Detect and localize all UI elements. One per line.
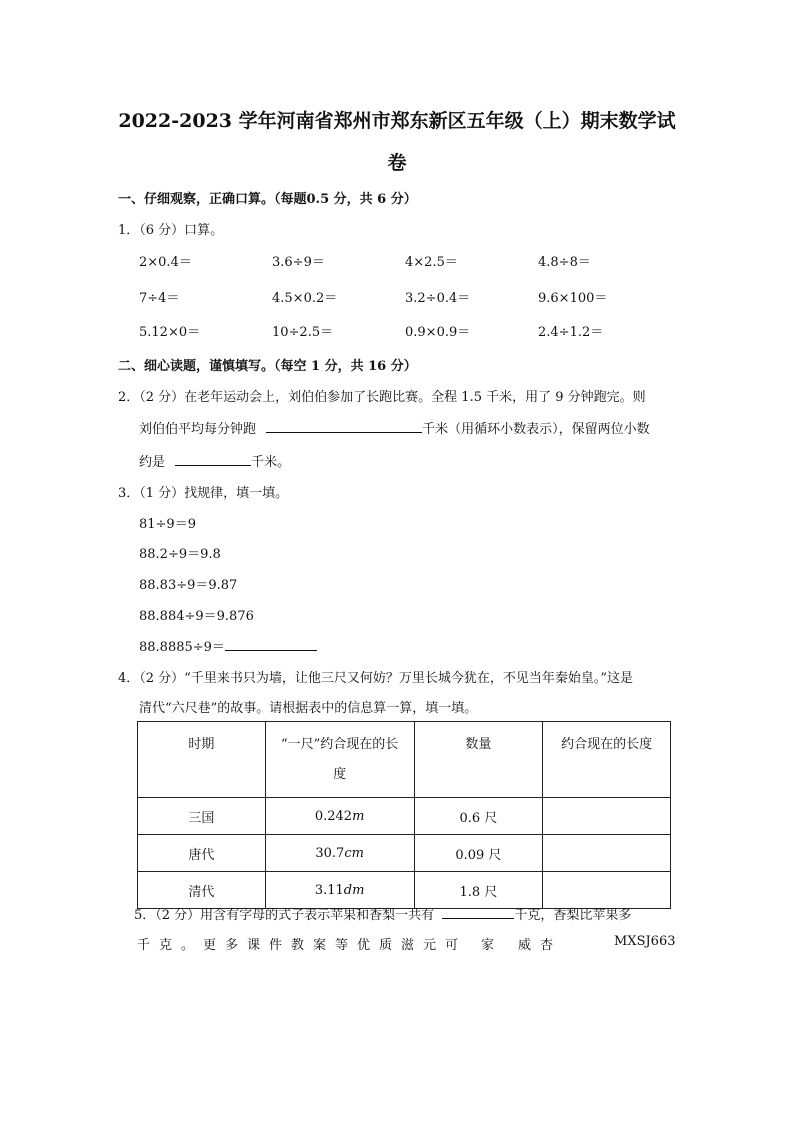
- math-item: 2.4÷1.2＝: [538, 325, 604, 340]
- answer-blank[interactable]: [442, 904, 514, 919]
- length-cell: 0.242m: [265, 798, 414, 835]
- table-header-cell: 约合现在的长度: [543, 722, 671, 798]
- question-4-text-line2: 清代“六尺巷”的故事。请根据表中的信息算一算，填一填。: [139, 701, 478, 716]
- page-title-continued: 卷: [387, 152, 407, 174]
- answer-cell[interactable]: [543, 835, 671, 872]
- length-table: [137, 721, 671, 909]
- period-cell: 三国: [138, 798, 266, 835]
- table-header-cell: 时期: [138, 722, 266, 798]
- answer-blank[interactable]: [175, 451, 251, 466]
- math-item: 4.8÷8＝: [538, 255, 591, 270]
- math-item: 3.2÷0.4＝: [405, 291, 471, 306]
- math-item: 2×0.4＝: [139, 255, 192, 270]
- answer-blank[interactable]: [266, 418, 422, 433]
- answer-cell[interactable]: [543, 798, 671, 835]
- question-5-text: 5．（2 分）用含有字母的式子表示苹果和香梨一共有 千克，香梨比苹果多: [134, 904, 631, 923]
- math-item: 7÷4＝: [139, 291, 180, 306]
- period-cell: 清代: [138, 872, 266, 909]
- math-item: 0.9×0.9＝: [405, 325, 471, 340]
- answer-cell[interactable]: [543, 872, 671, 909]
- section-1-heading: 一、仔细观察，正确口算。（每题0.5 分，共 6 分）: [118, 192, 417, 207]
- question-3-label: 3．（1 分）找规律，填一填。: [118, 486, 289, 501]
- table-row: [138, 798, 671, 835]
- watermark-code: MXSJ663: [614, 934, 676, 949]
- table-header-cell: 数量: [414, 722, 543, 798]
- math-item: 5.12×0＝: [139, 325, 201, 340]
- pattern-line: 88.2÷9＝9.8: [139, 547, 221, 562]
- pattern-line: 88.884÷9＝9.876: [139, 609, 254, 624]
- quantity-cell: 0.6 尺: [414, 798, 543, 835]
- pattern-line: 81÷9＝9: [139, 517, 196, 532]
- question-2-text: 2．（2 分）在老年运动会上，刘伯伯参加了长跑比赛。全程 1.5 千米，用了 9 分钟跑完。则: [118, 390, 646, 405]
- quantity-cell: 0.09 尺: [414, 835, 543, 872]
- length-cell: 30.7cm: [265, 835, 414, 872]
- table-row: [138, 835, 671, 872]
- page-title: 2022-2023 学年河南省郑州市郑东新区五年级（上）期末数学试: [118, 110, 676, 132]
- table-header-cell: “一尺”约合现在的长度: [265, 722, 414, 798]
- question-5-text-line2: 千克。更多课件教案等优质滋元可 家 威杏: [137, 938, 563, 953]
- table-row: [138, 872, 671, 909]
- section-2-heading: 二、细心读题，谨慎填写。（每空 1 分，共 16 分）: [118, 359, 417, 374]
- answer-blank[interactable]: [225, 636, 317, 651]
- quantity-cell: 1.8 尺: [414, 872, 543, 909]
- math-item: 4×2.5＝: [405, 255, 458, 270]
- question-4-text: 4．（2 分）“千里来书只为墙，让他三尺又何妨？万里长城今犹在，不见当年秦始皇。”这是: [118, 671, 633, 686]
- question-2-line: 刘伯伯平均每分钟跑 千米（用循环小数表示），保留两位小数: [139, 418, 650, 437]
- math-item: 9.6×100＝: [538, 291, 608, 306]
- pattern-line: 88.83÷9＝9.87: [139, 578, 238, 593]
- math-item: 4.5×0.2＝: [272, 291, 338, 306]
- period-cell: 唐代: [138, 835, 266, 872]
- question-2-line: 约是 千米。: [139, 451, 290, 470]
- pattern-line-last: 88.8885÷9＝: [139, 636, 317, 655]
- question-1-label: 1．（6 分）口算。: [118, 223, 224, 238]
- math-item: 3.6÷9＝: [272, 255, 325, 270]
- table-header-row: [138, 722, 671, 798]
- length-cell: 3.11dm: [265, 872, 414, 909]
- math-item: 10÷2.5＝: [272, 325, 334, 340]
